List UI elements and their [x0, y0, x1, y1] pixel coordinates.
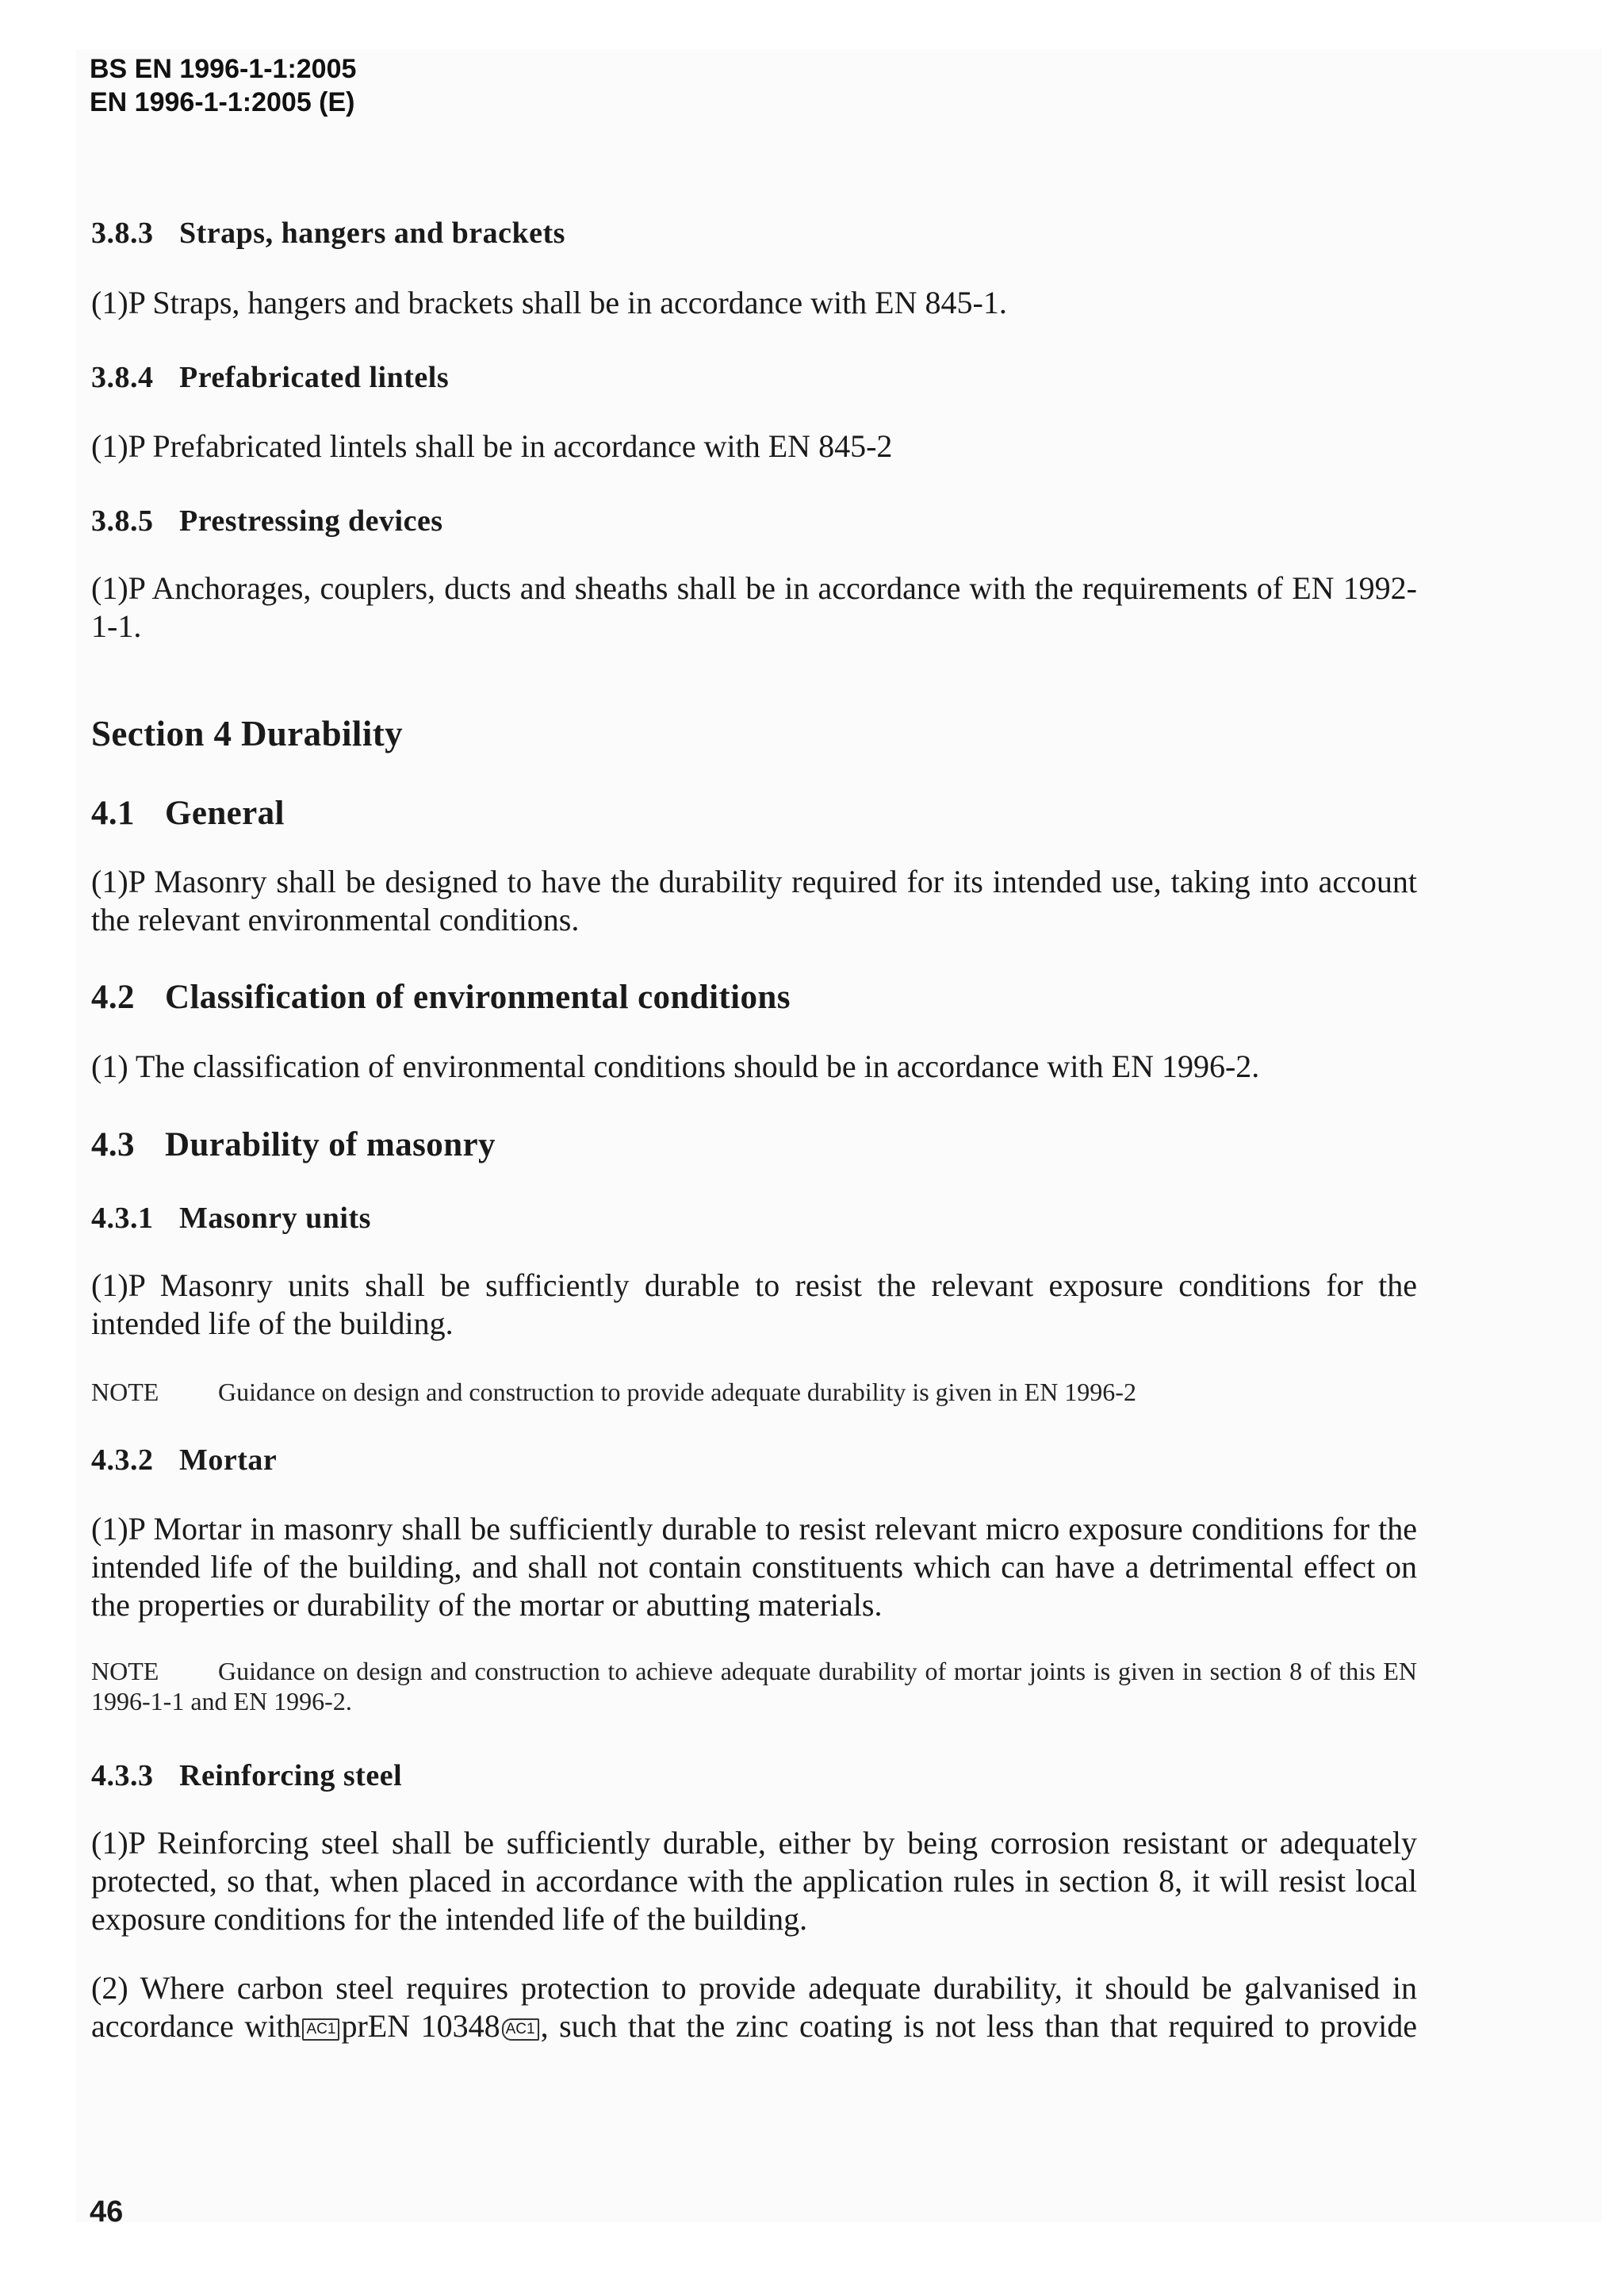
reference-standard: prEN 10348 [341, 2008, 500, 2044]
paragraph-4-2-1: (1) The classification of environmental conditions should be in accordance with EN 1996-2. [91, 1048, 1260, 1084]
heading-number: 4.1 [91, 795, 135, 832]
standard-reference-bs: BS EN 1996-1-1:2005 [90, 54, 357, 84]
heading-4-1 [91, 796, 285, 830]
heading-3-8-4 [91, 362, 449, 393]
heading-number: 4.3.3 [91, 1759, 154, 1792]
amendment-start-marker: AC1 [302, 2018, 339, 2041]
heading-title: Durability of masonry [165, 1126, 496, 1163]
heading-title: Prefabricated lintels [179, 361, 450, 394]
note-text: Guidance on design and construction to achieve adequate durability of mortar joints is given in section 8 of this EN 1996-1-1 and EN 1996-2. [91, 1657, 1417, 1715]
heading-number: 4.2 [91, 979, 135, 1016]
standard-reference-en: EN 1996-1-1:2005 (E) [90, 87, 355, 117]
heading-4-2 [91, 980, 791, 1014]
heading-title: General [165, 795, 285, 832]
heading-title: Straps, hangers and brackets [179, 217, 565, 250]
note-4-3-1 [91, 1377, 1417, 1407]
heading-title: Reinforcing steel [179, 1759, 403, 1792]
paragraph-text: , such that the zinc coating is not less than that required to provide [540, 2008, 1417, 2044]
heading-4-3-2 [91, 1445, 277, 1475]
page-number: 46 [90, 2195, 124, 2229]
heading-4-3-3 [91, 1761, 402, 1791]
heading-4-3 [91, 1128, 496, 1162]
section-4-title: Section 4 Durability [91, 714, 404, 753]
heading-number: 4.3.1 [91, 1202, 154, 1235]
paragraph-4-3-3-2 [91, 1969, 1417, 2045]
heading-title: Masonry units [179, 1202, 371, 1235]
heading-title: Prestressing devices [179, 504, 443, 538]
heading-title: Classification of environmental conditions [165, 979, 791, 1016]
note-text: Guidance on design and construction to provide adequate durability is given in EN 1996-2 [218, 1378, 1136, 1406]
heading-3-8-5 [91, 506, 443, 536]
heading-title: Mortar [179, 1443, 278, 1477]
heading-number: 3.8.4 [91, 361, 154, 394]
note-label: NOTE [91, 1657, 159, 1685]
paragraph-4-3-3-1: (1)P Reinforcing steel shall be sufficiently durable, either by being corrosion resistant or adequately protected, so that, when placed in accordance with the application rules in section 8, it will resist local exposure conditions for the intended life of the building. [91, 1825, 1417, 1937]
paragraph-4-3-2-1: (1)P Mortar in masonry shall be sufficiently durable to resist relevant micro exposure conditions for the intended life of the building, and shall not contain constituents which can have a detrimental effect on the properties or durability of the mortar or abutting materials. [91, 1511, 1417, 1623]
heading-4-3-1 [91, 1203, 371, 1233]
paragraph-text: (2) Where carbon steel requires protection to provide adequate durability, it should be galvanised in accordance with [91, 1970, 1417, 2044]
paragraph-4-3-1-1: (1)P Masonry units shall be sufficiently durable to resist the relevant exposure conditions for the intended life of the building. [91, 1267, 1417, 1341]
heading-number: 3.8.3 [91, 217, 154, 250]
heading-number: 3.8.5 [91, 504, 154, 538]
note-label: NOTE [91, 1378, 159, 1406]
heading-3-8-3 [91, 218, 565, 248]
amendment-end-marker: AC1 [502, 2018, 539, 2041]
paragraph-4-1-1: (1)P Masonry shall be designed to have the durability required for its intended use, taking into account the relevant environmental conditions. [91, 864, 1417, 937]
heading-number: 4.3 [91, 1126, 135, 1163]
paragraph-3-8-4-1: (1)P Prefabricated lintels shall be in accordance with EN 845-2 [91, 428, 893, 464]
note-4-3-2 [91, 1656, 1417, 1716]
paragraph-3-8-3-1: (1)P Straps, hangers and brackets shall be in accordance with EN 845-1. [91, 285, 1007, 320]
heading-number: 4.3.2 [91, 1443, 154, 1477]
paragraph-3-8-5-1: (1)P Anchorages, couplers, ducts and sheaths shall be in accordance with the requirements of EN 1992-1-1. [91, 570, 1417, 644]
